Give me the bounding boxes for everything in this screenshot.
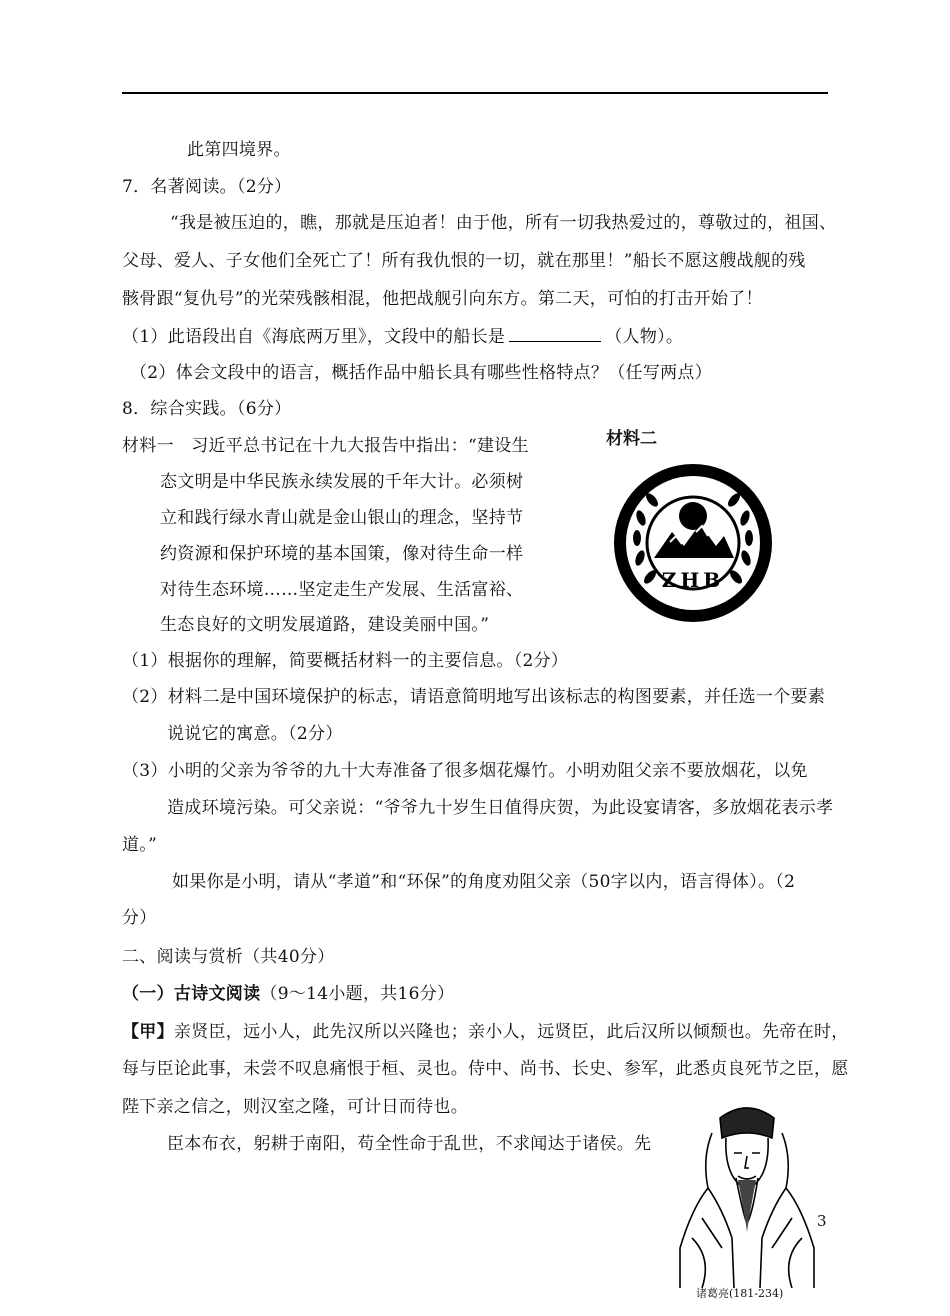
question-7-2: （2）体会文段中的语言，概括作品中船长具有哪些性格特点？（任写两点） [130,363,713,383]
section-2-heading: 二、阅读与赏析（共40分） [122,947,335,967]
header-rule [122,92,828,94]
material-1-line: 生态良好的文明发展道路，建设美丽中国。” [160,615,490,635]
subsection-title: （一）古诗文阅读 [122,984,261,1004]
subsection-note: （9～14小题，共16分） [260,984,455,1004]
question-8-title: 8．综合实践。（6分） [122,399,292,419]
jia-line [122,1021,849,1043]
text-line: 臣本布衣，躬耕于南阳，苟全性命于乱世，不求闻达于诸侯。先 [167,1134,652,1154]
material-1-line: 约资源和保护环境的基本国策，像对待生命一样 [160,544,524,564]
text-line: 每与臣论此事，未尝不叹息痛恨于桓、灵也。侍中、尚书、长史、参军，此悉贞良死节之臣，愿 [122,1059,849,1079]
material-1-line: 材料一 习近平总书记在十九大报告中指出：“建设生 [122,436,529,456]
text-line: 如果你是小明，请从“孝道”和“环保”的角度劝阻父亲（50字以内，语言得体）。（2 [172,872,796,892]
question-7-title: 7．名著阅读。（2分） [122,177,292,197]
question-8-2: （2）材料二是中国环境保护的标志，请语意简明地写出该标志的构图要素，并任选一个要素 [122,687,826,707]
material-2-title: 材料二 [606,429,657,449]
question-7-1 [122,325,683,348]
text-line: 陛下亲之信之，则汉室之隆，可计日而待也。 [122,1097,468,1117]
text-line: 分） [122,908,157,928]
text-line: 此第四境界。 [187,140,291,160]
environmental-protection-logo [610,462,776,624]
text-line: 父母、爱人、子女他们全死亡了！所有我仇恨的一切，就在那里！”船长不愿这艘战舰的残 [122,251,806,271]
question-8-3: （3）小明的父亲为爷爷的九十大寿准备了很多烟花爆竹。小明劝阻父亲不要放烟花，以免 [122,761,808,781]
zhuge-liang-portrait [672,1098,822,1288]
question-8-1: （1）根据你的理解，简要概括材料一的主要信息。（2分） [122,651,569,671]
page-number: 3 [817,1212,827,1230]
portrait-caption: 诸葛亮(181-234) [696,1287,784,1300]
material-1-line: 对待生态环境……坚定走生产发展、生活富裕、 [160,580,524,600]
question-7-1-suffix: （人物）。 [605,327,684,347]
material-1-line: 态文明是中华民族永续发展的千年大计。必须树 [160,472,524,492]
text-line: “我是被压迫的，瞧，那就是压迫者！由于他，所有一切我热爱过的，尊敬过的，祖国、 [170,213,837,233]
answer-blank[interactable] [509,325,601,342]
logo-text: ZHB [661,568,725,592]
subsection-heading [122,983,454,1005]
text-line: 骸骨跟“复仇号”的光荣残骸相混，他把战舰引向东方。第二天，可怕的打击开始了！ [122,289,763,309]
text-line: 造成环境污染。可父亲说：“爷爷九十岁生日值得庆贺，为此设宴请客，多放烟花表示孝 [167,798,834,818]
jia-label: 【甲】 [122,1022,174,1042]
text-line: 说说它的寓意。（2分） [167,724,343,744]
text-line: 道。” [122,835,158,855]
material-1-line: 立和践行绿水青山就是金山银山的理念，坚持节 [160,508,524,528]
question-7-1-prefix: （1）此语段出自《海底两万里》，文段中的船长是 [122,327,506,347]
jia-text: 亲贤臣，远小人，此先汉所以兴隆也；亲小人，远贤臣，此后汉所以倾颓也。先帝在时， [173,1022,849,1042]
